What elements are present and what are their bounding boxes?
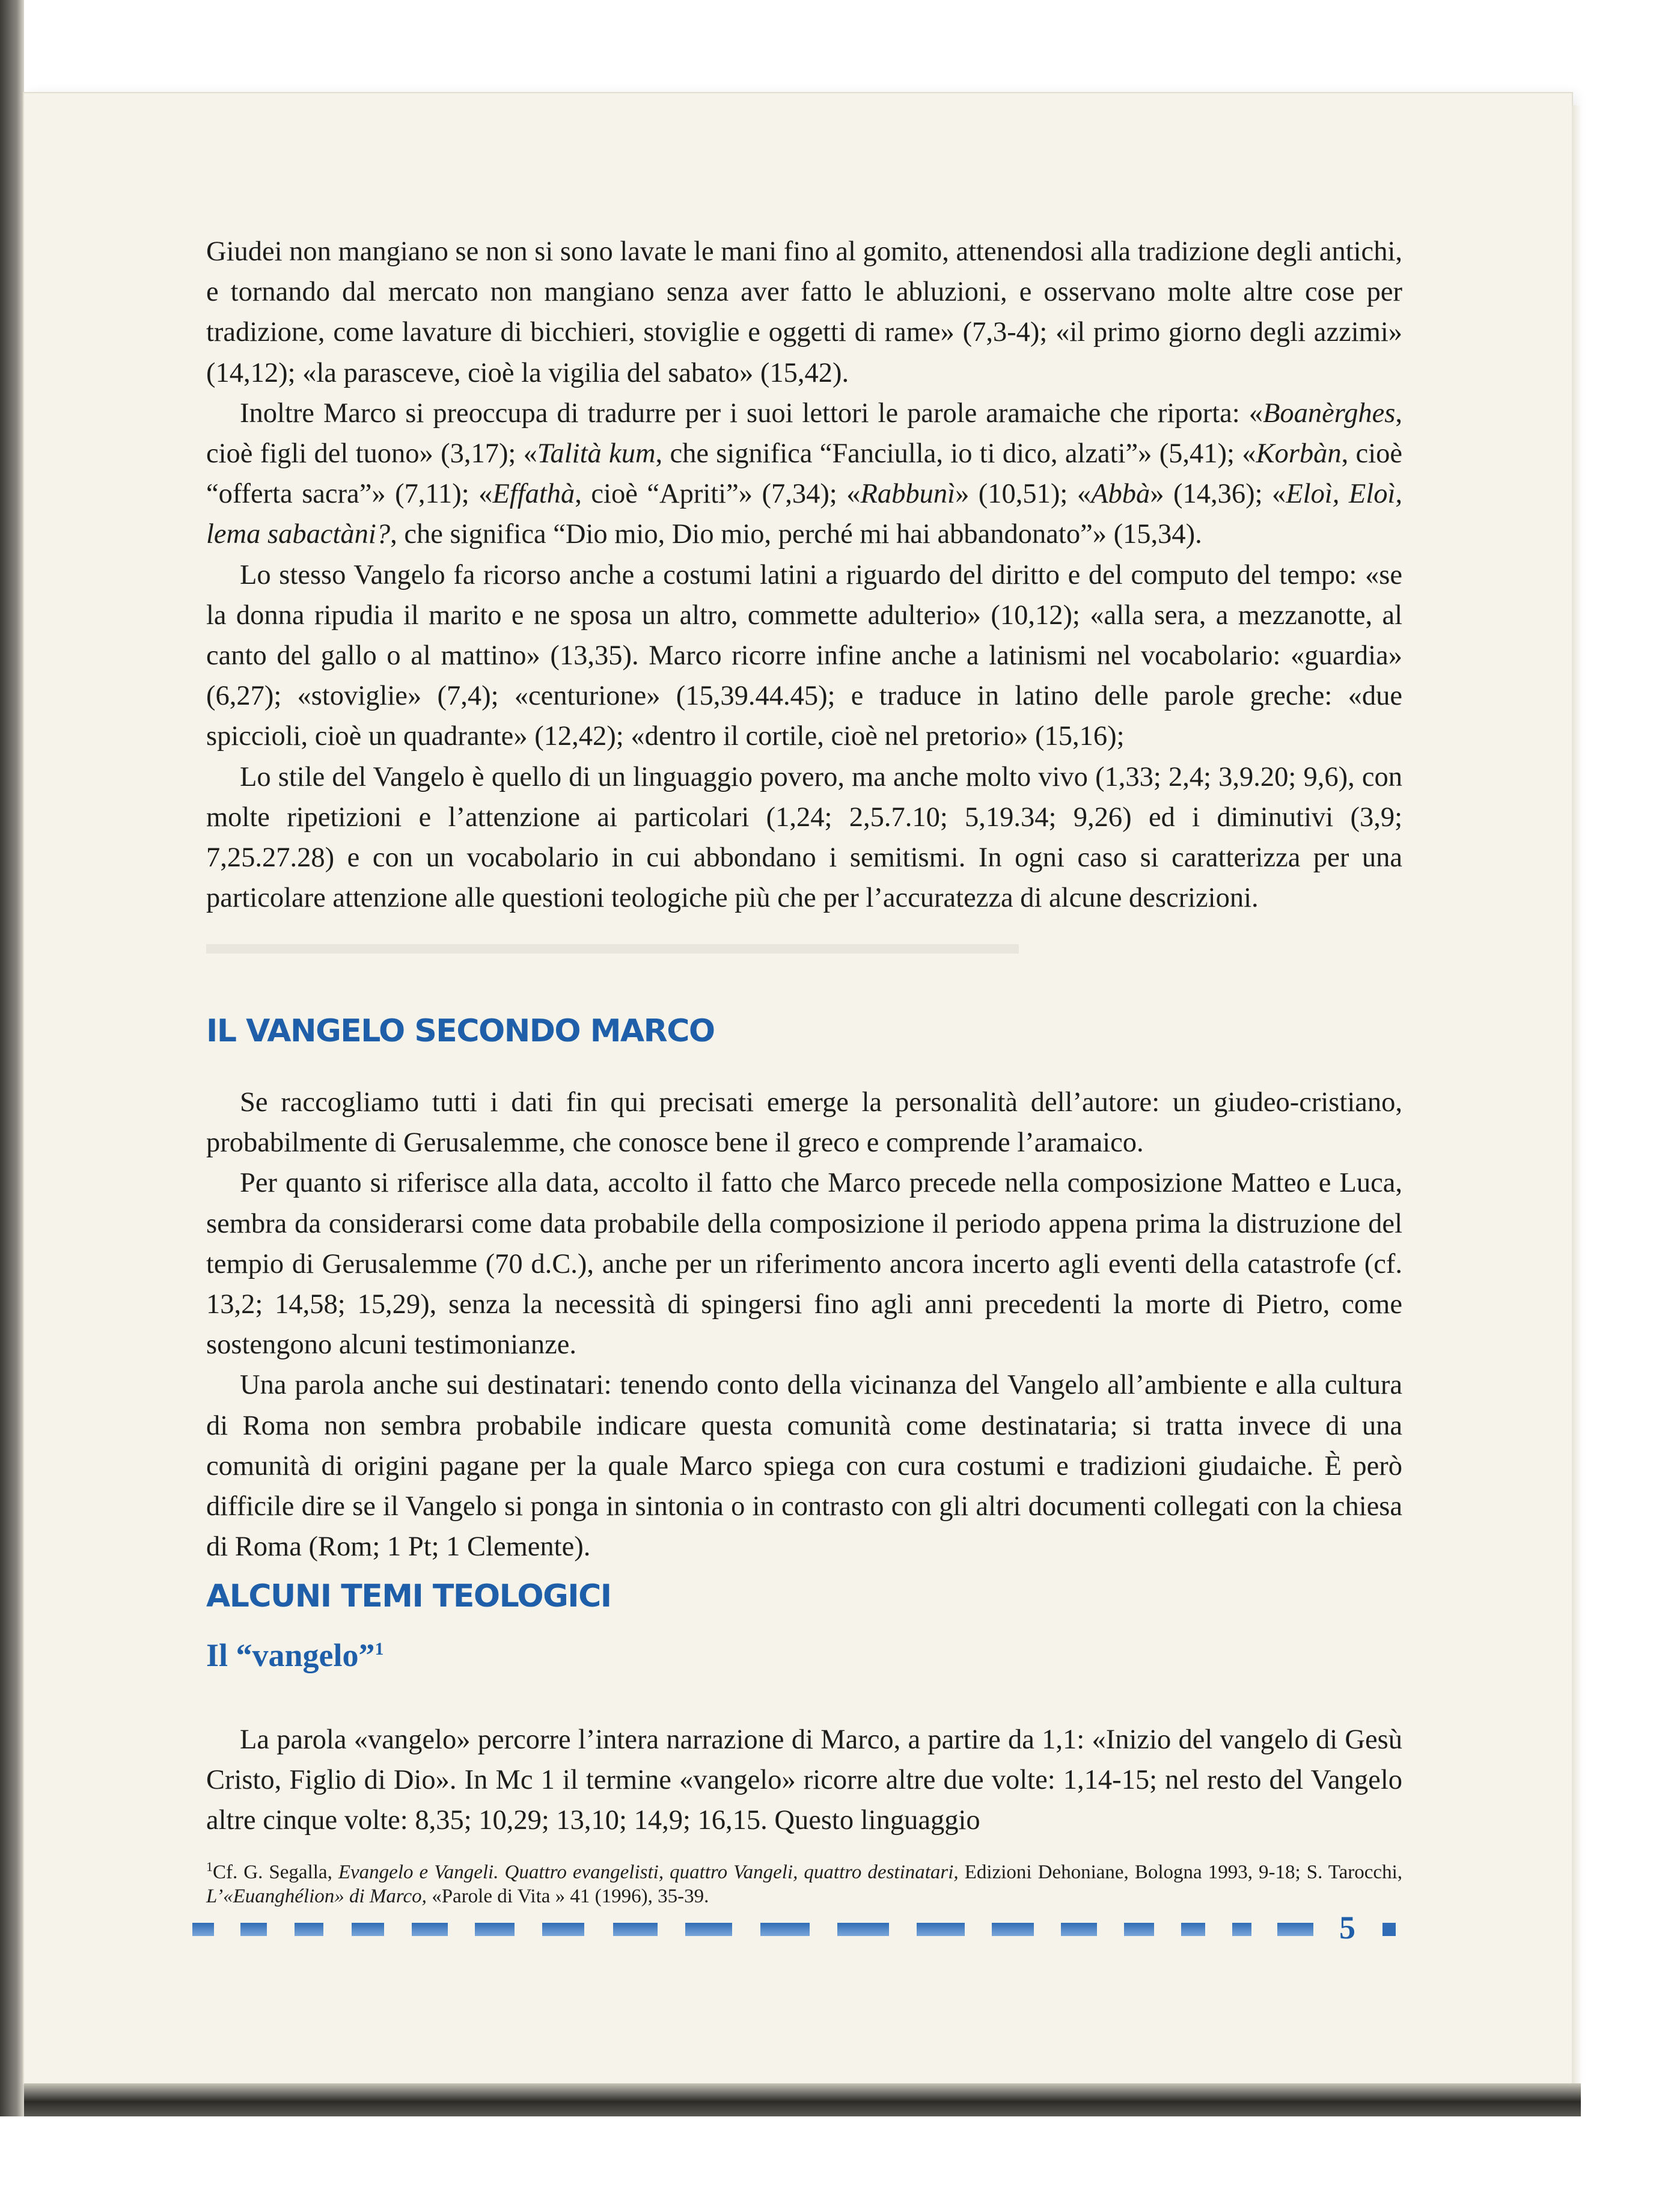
body-text-top xyxy=(206,231,1402,918)
paragraph-8: La parola «vangelo» percorre l’intera narrazione di Marco, a partire da 1,1: «Inizio del vangelo di Gesù Cristo, Figlio di Dio». In Mc 1 il termine «vangelo» ricorre altre due volte: 1,14-15; nel resto del Vangelo altre cinque volte: 8,35; 10,29; 13,10; 14,9; 16,15. Questo linguaggio xyxy=(206,1724,1402,1836)
paragraph-6: Per quanto si riferisce alla data, accolto il fatto che Marco precede nella composizione Matteo e Luca, sembra da considerarsi come data probabile della composizione il periodo appena prima la distruzione del tempio di Gerusalemme (70 d.C.), anche per un riferimento ancora incerto agli eventi della catastrofe (cf. 13,2; 14,58; 15,29), senza la necessità di spingersi fino agli anni precedenti la morte di Pietro, come sostengono alcuni testimonianze. xyxy=(206,1168,1402,1361)
scan-background-left xyxy=(0,0,24,2212)
paragraph-2: Inoltre Marco si preoccupa di tradurre per i suoi lettori le parole aramaiche che riporta: «Boanèrghes, cioè figli del tuono» (3,17); «Talità kum, che significa “Fanciulla, io ti dico, alzati”» (5,41); «Korbàn, cioè “offerta sacra”» (7,11); «Effathà, cioè “Apriti”» (7,34); «Rabbunì» (10,51); «Abbà» (14,36); «Eloì, Eloì, lema sabactàni?, che significa “Dio mio, Dio mio, perché mi hai abbandonato”» (15,34). xyxy=(206,397,1403,550)
scan-shadow-bottom xyxy=(24,2083,1581,2116)
page-number: 5 xyxy=(1339,1910,1355,1946)
footnote: $^1$Cf. G. Segalla, Evangelo e Vangeli. Quattro evangelisti, quattro Vangeli, quattro destinatari, Edizioni Dehoniane, Bologna 1993, 9-18; S. Tarocchi, L’«Euanghélion» di Marco, «Parole di Vita » 41 (1996), 35-39. xyxy=(206,1859,1402,1907)
page-edge xyxy=(1572,105,1583,2083)
page-number-marker xyxy=(1382,1923,1396,1936)
body-text-bottom xyxy=(206,1720,1402,1841)
decorative-footer-bar xyxy=(192,1923,1364,1936)
paragraph-4: Lo stile del Vangelo è quello di un linguaggio povero, ma anche molto vivo (1,33; 2,4; 3,9.20; 9,6), con molte ripetizioni e l’attenzione ai particolari (1,24; 2,5.7.10; 5,19.34; 9,26) ed i diminutivi (3,9; 7,25.27.28) e con un vocabolario in cui abbondano i semitismi. In ogni caso si caratterizza per una particolare attenzione alle questioni teologiche più che per l’accuratezza di alcune descrizioni. xyxy=(206,761,1402,914)
body-text-middle xyxy=(206,1082,1402,1567)
section-heading-temi-teologici: ALCUNI TEMI TEOLOGICI xyxy=(206,1578,611,1614)
paragraph-1: Giudei non mangiano se non si sono lavate le mani fino al gomito, attenendosi alla tradizione degli antichi, e tornando dal mercato non mangiano senza aver fatto le abluzioni, e osservano molte altre cose per tradizione, come lavature di bicchieri, stoviglie e oggetti di rame» (7,3-4); «il primo giorno degli azzimi» (14,12); «la parasceve, cioè la vigilia del sabato» (15,42). xyxy=(206,236,1402,388)
paragraph-3: Lo stesso Vangelo fa ricorso anche a costumi latini a riguardo del diritto e del computo del tempo: «se la donna ripudia il marito e ne sposa un altro, commette adulterio» (10,12); «alla sera, a mezzanotte, al canto del gallo o al mattino» (13,35). Marco ricorre infine anche a latinismi nel vocabolario: «guardia» (6,27); «stoviglie» (7,4); «centurione» (15,39.44.45); e traduce in latino delle parole greche: «due spiccioli, cioè un quadrante» (12,42); «dentro il cortile, cioè nel pretorio» (15,16); xyxy=(206,559,1402,752)
paragraph-5: Se raccogliamo tutti i dati fin qui precisati emerge la personalità dell’autore: un giudeo-cristiano, probabilmente di Gerusalemme, che conosce bene il greco e comprende l’aramaico. xyxy=(206,1087,1402,1159)
paragraph-7: Una parola anche sui destinatari: tenendo conto della vicinanza del Vangelo all’ambiente e alla cultura di Roma non sembra probabile indicare questa comunità come destinataria; si tratta invece di una comunità di origini pagane per la quale Marco spiega con cura costumi e tradizioni giudaiche. È però difficile dire se il Vangelo si ponga in sintonia o in contrasto con gli altri documenti collegati con la chiesa di Roma (Rom; 1 Pt; 1 Clemente). xyxy=(206,1370,1402,1563)
scan-background-bottom xyxy=(0,2116,1665,2212)
section-heading-vangelo-secondo-marco: IL VANGELO SECONDO MARCO xyxy=(206,1013,715,1049)
subheading-vangelo: Il “vangelo”$^1$ xyxy=(206,1637,384,1673)
